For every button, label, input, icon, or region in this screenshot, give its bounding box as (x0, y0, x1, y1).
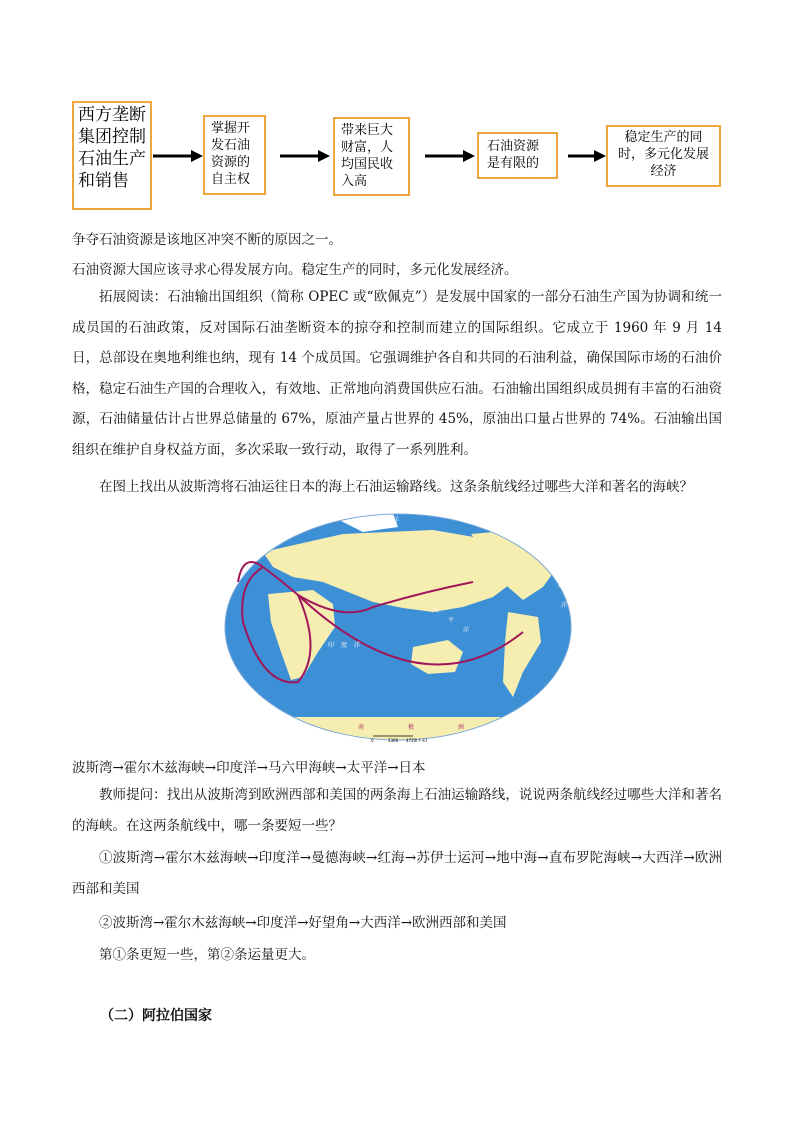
map-label: 洋 (354, 642, 361, 649)
flow-chart (0, 0, 793, 220)
svg-text:4720(千米): 4720(千米) (406, 738, 428, 742)
map-label: 大 (553, 562, 560, 569)
conflict-sentence: 争夺石油资源是该地区冲突不断的原因之一。 (72, 232, 342, 248)
arrow-icon (280, 148, 330, 164)
map-label: 洋 (561, 602, 568, 609)
flow-box-4: 石油资源是有限的 (477, 132, 558, 179)
map-label: 极 (408, 724, 415, 731)
flow-box-2: 掌握开发石油资源的自主权 (203, 115, 266, 195)
map-label: 洋 (463, 627, 470, 634)
teacher-question: 教师提问：找出从波斯湾到欧洲西部和美国的两条海上石油运输路线，说说两条航线经过哪些大洋和著名的海峡。在这两条航线中，哪一条要短一些？ (72, 787, 722, 834)
map-question: 在图上找出从波斯湾将石油运往日本的海上石油运输路线。这条条航线经过哪些大洋和著名的海峡？ (99, 479, 693, 495)
svg-text:2360: 2360 (388, 738, 399, 742)
svg-text:0: 0 (371, 738, 374, 742)
arrow-icon (568, 148, 606, 164)
flow-box-3: 带来巨大财富，人均国民收入高 (333, 117, 410, 196)
arrow-icon (425, 148, 475, 164)
map-label: 南 (358, 724, 365, 731)
extended-reading: 拓展阅读：石油输出国组织（简称 OPEC 或“欧佩克”）是发展中国家的一部分石油生产国为协调和统一成员国的石油政策，反对国际石油垄断资本的掠夺和控制而建立的国际组织。它成立于 1960 年 9 月 14 日，总部设在奥地利维也纳，现有 14 个成员国。它强调维护各自和共同的石油利益，确保国际市场的石油价格，稳定石油生产国的合理收入，有效地、正常地向消费国供应石油。石油输出国组织成员拥有丰富的石油资源，石油储量估计占世界总储量的 67%，原油产量占世界的 45%，原油出口量占世界的 74%。石油输出国组织在维护自身权益方面，多次采取一致行动，取得了一系列胜利。 (72, 289, 722, 458)
flow-box-1: 西方垄断集团控制石油生产和销售 (72, 101, 152, 210)
flow-box-5: 稳定生产的同时，多元化发展经济 (606, 125, 721, 187)
map-label: 平 (448, 617, 455, 624)
map-label: 太 (433, 607, 440, 614)
map-label: 北 (373, 517, 380, 524)
map-label: 洲 (458, 724, 465, 731)
map-label: 洋 (393, 517, 400, 524)
section-heading: （二）阿拉伯国家 (100, 1008, 212, 1024)
arrow-icon (153, 148, 203, 164)
development-sentence: 石油资源大国应该寻求心得发展方向。稳定生产的同时，多元化发展经济。 (72, 262, 518, 278)
map-label: 冰 (383, 517, 390, 524)
route-1: ①波斯湾→霍尔木兹海峡→印度洋→曼德海峡→红海→苏伊士运河→地中海→直布罗陀海峡→大西洋→欧洲西部和美国 (72, 850, 722, 897)
answer: 第①条更短一些，第②条运量更大。 (99, 947, 315, 963)
map-label: 西 (558, 582, 565, 589)
world-oil-routes-map (223, 512, 573, 742)
map-label: 印 (328, 642, 335, 649)
route-2: ②波斯湾→霍尔木兹海峡→印度洋→好望角→大西洋→欧洲西部和美国 (99, 915, 507, 931)
map-label: 度 (341, 642, 348, 649)
route-japan: 波斯湾→霍尔木兹海峡→印度洋→马六甲海峡→太平洋→日本 (72, 760, 426, 776)
